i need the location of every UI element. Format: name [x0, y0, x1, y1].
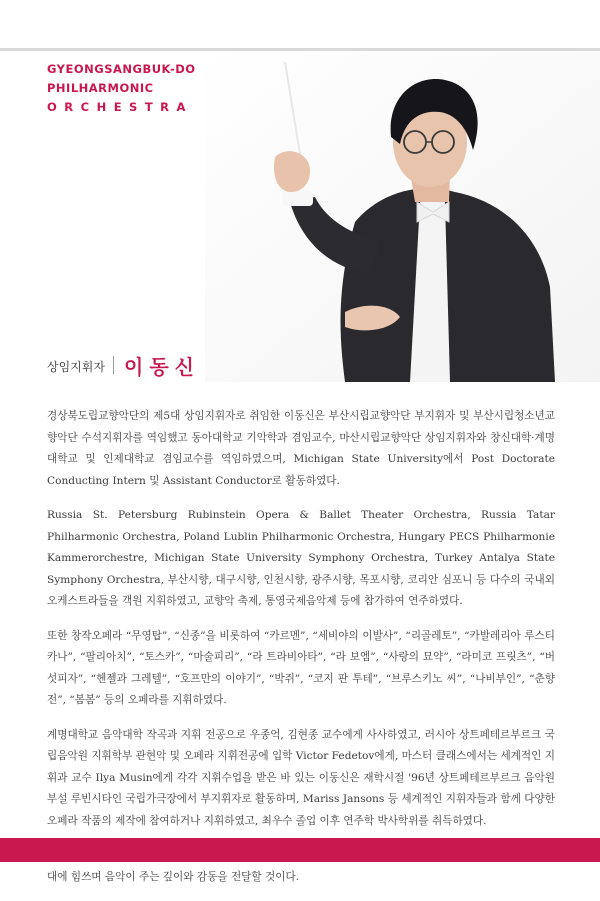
logo-line-3: ORCHESTRA	[47, 100, 193, 114]
bio-paragraph: 또한 창작오페라 “무영탑”, “신종”을 비롯하여 “카르멘”, “세비야의 이발사”, “리골레토”, “카발레리아 루스티카나”, “팔리아치”, “토스카”, “마술피리”, “라 트라비아타”, “라 보엠”, “사랑의 묘약”, “라미코 프릿츠”, “버섯피자”, “헨젤과 그레텔”, “호프만의 이야기”, “박쥐”, “코지 판 투테”, “브루스키노 씨”, “나비부인”, “춘향전”, “봄봄” 등의 오페라를 지휘하였다.	[47, 629, 555, 706]
bio-paragraph: 경상북도립교향악단의 제5대 상임지휘자로 취임한 이동신은 부산시립교향악단 부지휘자 및 부산시립청소년교향악단 수석지휘자를 역임했고 동아대학교 기악학과 겸임교수, 마산시립교향악단 상임지휘자와 창신대학·계명대학교 및 인제대학교 겸임교수를 역임하였으며, Michigan State University에서 Post Doctorate Conducting Intern 및 Assistant Conductor로 활동하였다.	[47, 410, 555, 487]
logo-line-2: PHILHARMONIC	[47, 81, 154, 95]
biography	[47, 406, 555, 901]
conductor-name: 이동신	[124, 355, 200, 379]
bio-paragraph: 계명대학교 음악대학 작곡과 지휘 전공으로 우종억, 김현종 교수에게 사사하였고, 러시아 상트페테르부르크 국립음악원 지휘학부 관현악 및 오페라 지휘전공에 입학 Victor Fedetov에게, 마스터 클래스에서는 세계적인 지휘과 교수 Ilya Musin에게 각각 지휘수업을 받은 바 있는 이동신은 재학시절 '96년 상트페테르부르크 음악원 부설 루빈시타인 국립가극장에서 부지휘자로 활동하며, Mariss Jansons 등 세계적인 지휘자들과 함께 다양한 오페라 작품의 제작에 참여하거나 지휘하였고, 최우수 졸업 이후 연주학 박사학위를 취득하였다.	[47, 728, 555, 827]
logo-line-1: GYEONGSANGBUK-DO	[47, 62, 196, 76]
bio-paragraph: 대에 힘쓰며 음악이 주는 깊이와 감동을 전달할 것이다.	[47, 870, 300, 883]
bio-paragraph: Russia St. Petersburg Rubinstein Opera & Ballet Theater Orchestra, Russia Tatar Philharmonic Orchestra, Poland Lublin Philharmonic Orchestra, Hungary PECS Philharmonie Kammerorchestre, Michigan State University Symphony Orchestra, Turkey Antalya State Symphony Orchestra, 부산시향, 대구시향, 인천시향, 광주시향, 목포시향, 코리안 심포니 등 다수의 국내외 오케스트라들을 객원 지휘하였고, 교향악 축제, 통영국제음악제 등에 참가하여 연주하였다.	[47, 509, 555, 607]
orchestra-logo	[47, 60, 196, 117]
title-separator	[113, 356, 114, 374]
bottom-accent-bar	[0, 838, 600, 862]
conductor-title: 상임지휘자	[47, 360, 105, 374]
top-divider	[0, 48, 600, 51]
conductor-photo	[205, 52, 600, 382]
